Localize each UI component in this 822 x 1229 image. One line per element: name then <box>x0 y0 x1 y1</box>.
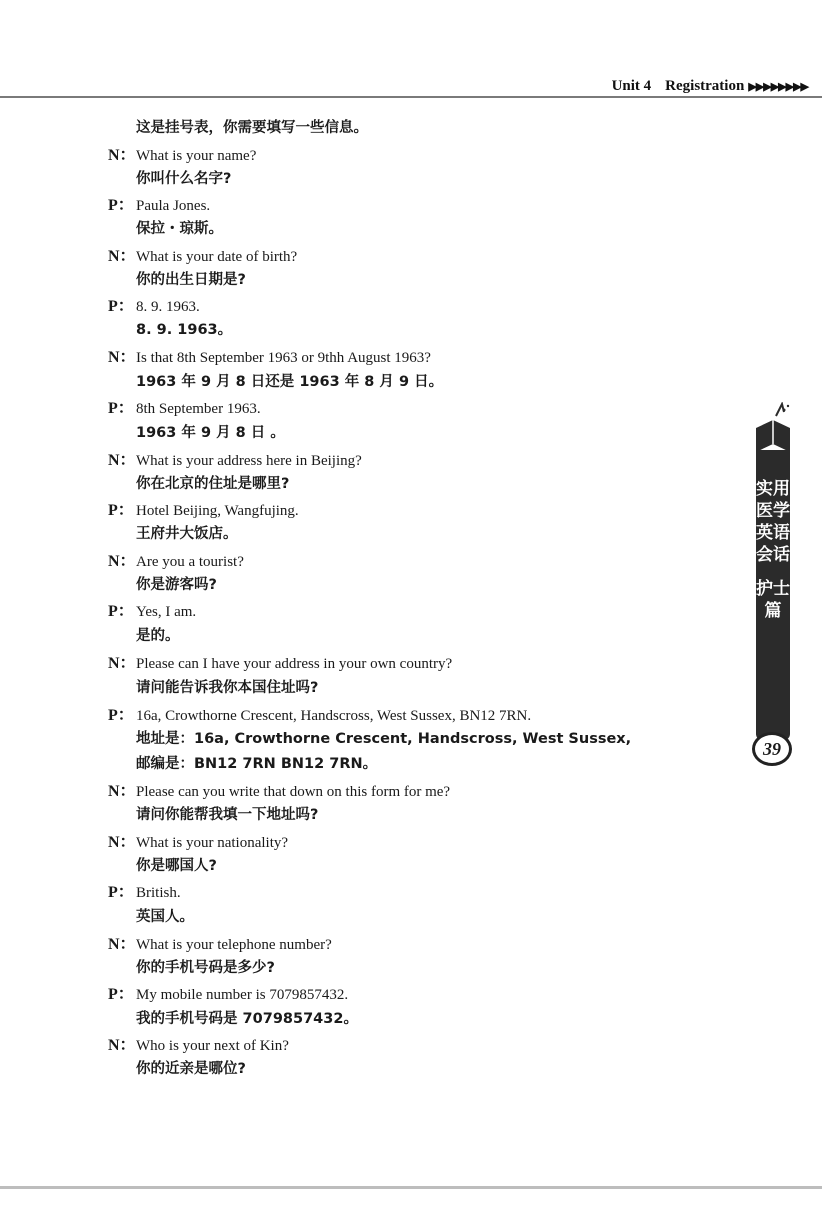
chinese-text: 1963 年 9 月 8 日 。 <box>136 425 285 441</box>
footer-rule <box>0 1186 822 1189</box>
english-text: Yes, I am. <box>136 604 197 620</box>
chinese-text: 1963 年 9 月 8 日还是 1963 年 8 月 9 日。 <box>136 374 444 390</box>
chinese-text: 保拉・琼斯。 <box>136 221 223 237</box>
chinese-text: 是的。 <box>136 628 180 644</box>
dialogue-line <box>108 778 450 801</box>
english-text: Hotel Beijing, Wangfujing. <box>136 503 299 519</box>
english-text: Paula Jones. <box>136 198 211 214</box>
dialogue-line <box>108 344 431 367</box>
speaker-label: N： <box>108 248 136 265</box>
section-title: Registration <box>665 78 745 94</box>
dialogue-line <box>108 293 200 316</box>
english-text: What is your telephone number? <box>136 937 332 953</box>
chinese-text: 我的手机号码是 7079857432。 <box>136 1011 358 1027</box>
page-number: 39 <box>752 732 792 766</box>
english-text: 16a, Crowthorne Crescent, Handscross, West Sussex, BN12 7RN. <box>136 708 532 724</box>
chinese-text: 你是游客吗? <box>136 577 217 593</box>
english-text: Please can I have your address in your own country? <box>136 656 453 672</box>
dialogue-line <box>108 243 297 266</box>
chinese-text: 请问你能帮我填一下地址吗? <box>136 807 319 823</box>
unit-label: Unit 4 <box>611 78 652 94</box>
english-text: What is your date of birth? <box>136 249 298 265</box>
chinese-text: 你的近亲是哪位? <box>136 1061 246 1077</box>
english-text: British. <box>136 885 181 901</box>
dialogue-line <box>108 702 531 725</box>
speaker-label: N： <box>108 452 136 469</box>
sidebar-title <box>756 478 790 622</box>
speaker-label: N： <box>108 147 136 164</box>
dialogue-line <box>108 497 299 520</box>
dialogue-line <box>108 879 181 902</box>
speaker-label: N： <box>108 936 136 953</box>
chinese-text: 你叫什么名字? <box>136 171 232 187</box>
chinese-text: 王府井大饭店。 <box>136 526 238 542</box>
english-text: Please can you write that down on this form for me? <box>136 784 451 800</box>
arrows-decoration: ▶▶▶▶▶▶▶▶ <box>748 81 808 93</box>
speaker-label: P： <box>108 707 134 724</box>
speaker-label: N： <box>108 783 136 800</box>
dialogue-line <box>108 829 288 852</box>
dialogue-line <box>108 598 196 621</box>
english-text: What is your address here in Beijing? <box>136 453 362 469</box>
speaker-label: P： <box>108 502 134 519</box>
book-title: 实用医学英语会话 <box>756 479 790 565</box>
speaker-label: P： <box>108 986 134 1003</box>
dialogue-line <box>108 395 261 418</box>
dialogue-line <box>108 1032 289 1055</box>
book-subtitle: 护士篇 <box>756 579 790 621</box>
english-text: Who is your next of Kin? <box>136 1038 289 1054</box>
chinese-text: 请问能告诉我你本国住址吗? <box>136 680 319 696</box>
chinese-text: 8. 9. 1963。 <box>136 322 233 338</box>
english-text: Is that 8th September 1963 or 9thh August 1963? <box>136 350 431 366</box>
speaker-label: P： <box>108 884 134 901</box>
chinese-text: 你是哪国人? <box>136 858 217 874</box>
intro-line: 这是挂号表，你需要填写一些信息。 <box>136 120 368 136</box>
speaker-label: N： <box>108 349 136 366</box>
speaker-label: N： <box>108 553 136 570</box>
speaker-label: P： <box>108 197 134 214</box>
dialogue-line <box>108 931 332 954</box>
dialogue-line <box>108 650 452 673</box>
speaker-label: N： <box>108 1037 136 1054</box>
header-rule <box>0 96 822 98</box>
speaker-label: P： <box>108 400 134 417</box>
english-text: What is your nationality? <box>136 835 289 851</box>
chinese-text: 你在北京的住址是哪里? <box>136 476 290 492</box>
dialogue-line <box>108 142 256 165</box>
speaker-label: P： <box>108 603 134 620</box>
english-text: Are you a tourist? <box>136 554 244 570</box>
dialogue-line <box>108 548 244 571</box>
chinese-text: 你的手机号码是多少? <box>136 960 275 976</box>
chinese-text: 英国人。 <box>136 909 194 925</box>
dialogue-line <box>108 981 348 1004</box>
chinese-text: 你的出生日期是? <box>136 272 246 288</box>
chinese-text-continued: 邮编是：BN12 7RN BN12 7RN。 <box>136 756 378 772</box>
english-text: 8th September 1963. <box>136 401 261 417</box>
english-text: 8. 9. 1963. <box>136 299 200 315</box>
running-header <box>612 78 808 95</box>
english-text: What is your name? <box>136 148 257 164</box>
dialogue-line <box>108 192 210 215</box>
speaker-label: N： <box>108 834 136 851</box>
dialogue-line <box>108 447 362 470</box>
speaker-label: P： <box>108 298 134 315</box>
english-text: My mobile number is 7079857432. <box>136 987 349 1003</box>
chinese-text: 地址是：16a, Crowthorne Crescent, Handscross, West Sussex, <box>136 731 632 747</box>
speaker-label: N： <box>108 655 136 672</box>
